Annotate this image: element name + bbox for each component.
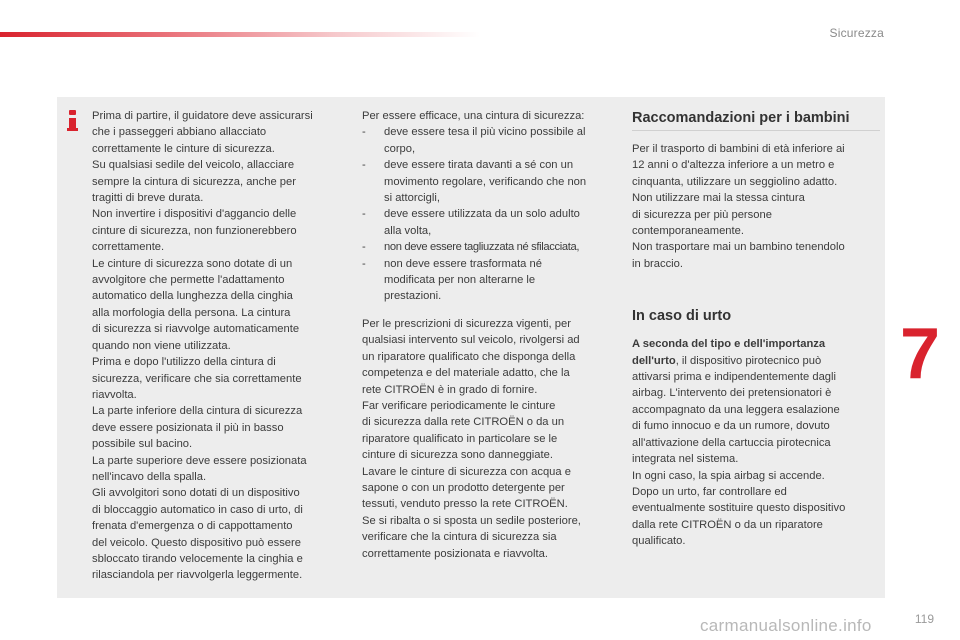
text-line: sempre la cintura di sicurezza, anche per	[92, 175, 296, 188]
text-line: deve essere posizionata il più in basso	[92, 421, 284, 434]
text-line	[632, 353, 880, 369]
text-line: cinture di sicurezza sono danneggiate.	[362, 449, 553, 462]
text-line: tragitti di breve durata.	[92, 192, 204, 205]
text-line: che i passeggeri abbiano allacciato	[92, 126, 267, 139]
text-line: La parte inferiore della cintura di sicurezza	[92, 405, 303, 418]
text-line: di bloccaggio automatico in caso di urto, di	[92, 503, 303, 516]
text-line: Se si ribalta o si sposta un sedile posteriore,	[362, 514, 581, 527]
text-line-bold: A seconda del tipo e dell'importanza	[632, 338, 826, 351]
text-line: Non trasportare mai un bambino tenendolo	[632, 241, 845, 254]
text-line: 12 anni o d'altezza inferiore a un metro e	[632, 159, 835, 172]
text-line: avvolgitore che permette l'adattamento	[92, 274, 285, 287]
text-line: possibile sul bacino.	[92, 438, 193, 451]
text-line: prestazioni.	[384, 290, 442, 303]
text-line: alla morfologia della persona. La cintura	[92, 306, 291, 319]
text-line: nell'incavo della spalla.	[92, 470, 207, 483]
text-line: in braccio.	[632, 257, 683, 270]
list-dash: -	[362, 159, 366, 172]
text-line: correttamente posizionata e riavvolta.	[362, 547, 548, 560]
text-line: Far verificare periodicamente le cinture	[362, 399, 556, 412]
text-line: modificata per non alterarne le	[384, 274, 536, 287]
watermark: carmanualsonline.info	[700, 616, 872, 635]
text-line: di sicurezza dalla rete CITROËN o da un	[362, 416, 565, 429]
text-line: quando non viene utilizzata.	[92, 339, 231, 352]
text-line: sicurezza, verificare che sia correttamente	[92, 372, 302, 385]
text-line: In ogni caso, la spia airbag si accende.	[632, 469, 825, 482]
text-line: Le cinture di sicurezza sono dotate di un	[92, 257, 293, 270]
info-icon	[66, 110, 80, 130]
text-line: tessuti, venduto presso la rete CITROËN.	[362, 498, 568, 511]
text-line: alla volta,	[384, 224, 432, 237]
list-dash: -	[362, 241, 366, 254]
text-line: di sicurezza si riavvolge automaticamente	[92, 323, 300, 336]
text-line: eventualmente sostituire questo dispositivo	[632, 502, 846, 515]
text-line: riavvolta.	[92, 388, 137, 401]
heading-crash: In caso di urto	[632, 308, 732, 325]
text-line: non deve essere trasformata né	[384, 257, 542, 270]
text-line: cinquanta, utilizzare un seggiolino adatto.	[632, 175, 838, 188]
text-line: accompagnato da una leggera esalazione	[632, 403, 840, 416]
children-and-crash-text	[632, 108, 880, 550]
seatbelt-general-text	[92, 108, 344, 584]
text-line: Prima e dopo l'utilizzo della cintura di	[92, 356, 276, 369]
text-line: sbloccato tirando velocemente la cinghia e	[92, 552, 303, 565]
text-line: Non utilizzare mai la stessa cintura	[632, 192, 805, 205]
text-line: airbag. L'intervento dei pretensionatori è	[632, 387, 832, 400]
text-line: rilasciandola per riavvolgerla leggermente.	[92, 569, 303, 582]
text-run: , il dispositivo pirotecnico può	[675, 354, 822, 367]
seatbelt-effectiveness-text	[362, 108, 617, 562]
text-line: competenza e del materiale adatto, che la	[362, 367, 570, 380]
text-line: deve essere utilizzata da un solo adulto	[384, 208, 580, 221]
text-line: si attorcigli,	[384, 192, 440, 205]
list-item	[362, 239, 617, 255]
text-line: sapone o con un prodotto detergente per	[362, 481, 565, 494]
text-line: Lavare le cinture di sicurezza con acqua e	[362, 465, 571, 478]
list-item	[362, 206, 617, 239]
text-line: dalla rete CITROËN o da un riparatore	[632, 518, 823, 531]
chapter-number: 7	[900, 314, 941, 394]
text-line: Gli avvolgitori sono dotati di un dispositivo	[92, 487, 300, 500]
header-accent-stripe	[0, 32, 480, 37]
text-line: Non invertire i dispositivi d'aggancio delle	[92, 208, 297, 221]
list-dash: -	[362, 208, 366, 221]
text-line: Prima di partire, il guidatore deve assicurarsi	[92, 110, 313, 122]
text-bold: dell'urto	[632, 354, 676, 367]
text-line: attivarsi prima e indipendentemente dagli	[632, 371, 836, 384]
text-line: deve essere tesa il più vicino possibile al	[384, 126, 586, 139]
text-line: frenata d'emergenza o di cappottamento	[92, 520, 293, 533]
text-line: all'attivazione della cartuccia pirotecnica	[632, 436, 831, 449]
text-line: non deve essere tagliuzzata né sfilacciata,	[384, 241, 580, 254]
list-dash: -	[362, 126, 366, 139]
text-line: Dopo un urto, far controllare ed	[632, 485, 787, 498]
text-line: di sicurezza per più persone	[632, 208, 772, 221]
text-line: movimento regolare, verificando che non	[384, 175, 587, 188]
text-line: verificare che la cintura di sicurezza sia	[362, 531, 557, 544]
page-number: 119	[914, 612, 934, 626]
text-line: un riparatore qualificato che disponga della	[362, 350, 576, 363]
text-line: automatico della lunghezza della cinghia	[92, 290, 293, 303]
text-line: Per le prescrizioni di sicurezza vigenti, per	[362, 317, 571, 330]
list-item	[362, 256, 617, 305]
text-line: del veicolo. Questo dispositivo può essere	[92, 536, 301, 549]
list-dash: -	[362, 257, 366, 270]
text-line: integrata nel sistema.	[632, 453, 739, 466]
text-line: La parte superiore deve essere posizionata	[92, 454, 307, 467]
text-line: correttamente.	[92, 241, 165, 254]
text-line: riparatore qualificato in particolare se le	[362, 432, 558, 445]
heading-children: Raccomandazioni per i bambini	[632, 108, 880, 131]
text-line: contemporaneamente.	[632, 225, 744, 238]
text-line: di fumo innocuo e da un rumore, dovuto	[632, 420, 830, 433]
list-item	[362, 157, 617, 206]
text-line: correttamente le cinture di sicurezza.	[92, 142, 275, 155]
text-line: qualsiasi intervento sul veicolo, rivolgersi ad	[362, 334, 580, 347]
list-item	[362, 124, 617, 157]
text-line: Su qualsiasi sedile del veicolo, allacciare	[92, 159, 295, 172]
text-line: qualificato.	[632, 535, 686, 548]
bullet-list-intro: Per essere efficace, una cintura di sicurezza:	[362, 110, 585, 122]
text-line: rete CITROËN è in grado di fornire.	[362, 383, 538, 396]
text-line: cinture di sicurezza, non funzionerebbero	[92, 224, 297, 237]
text-line: corpo,	[384, 142, 416, 155]
text-line: Per il trasporto di bambini di età inferiore ai	[632, 143, 845, 155]
section-title: Sicurezza	[829, 26, 884, 40]
text-line: deve essere tirata davanti a sé con un	[384, 159, 574, 172]
